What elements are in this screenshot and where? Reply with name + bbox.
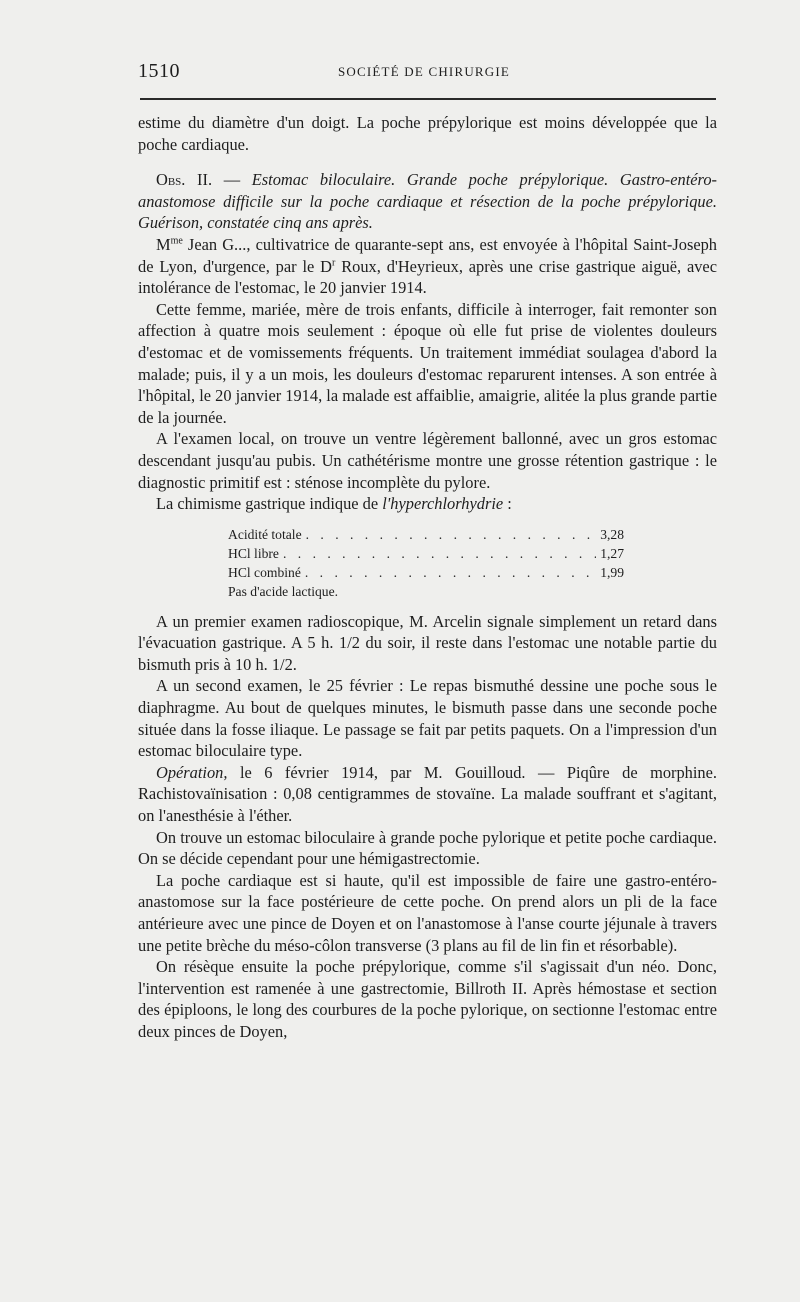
table-row	[228, 544, 624, 563]
row-value: 3,28	[600, 526, 624, 542]
running-head: SOCIÉTÉ DE CHIRURGIE	[338, 64, 511, 79]
paragraph-4: A l'examen local, on trouve un ventre légèrement ballonné, avec un gros estomac descendant jusqu'au pubis. Un cathétérisme montre une grosse rétention gastrique : le diagnostic primitif est : sténose incomplète du pylore.	[138, 429, 717, 492]
row-label: HCl libre	[228, 545, 279, 561]
row-value: 1,99	[600, 564, 624, 580]
page-number: 1510	[138, 60, 180, 82]
paragraph-1: estime du diamètre d'un doigt. La poche prépylorique est moins développée que la poche cardiaque.	[138, 113, 717, 154]
observation-label: Obs. II.	[156, 170, 213, 190]
observation-title: Estomac biloculaire. Grande poche prépylorique. Gastro-entéro-anastomose difficile sur la poche cardiaque et résection de la poche prépylorique. Guérison, constatée cinq ans après.	[138, 170, 717, 233]
row-value: 1,27	[600, 545, 624, 561]
observation-dash: —	[212, 170, 252, 190]
leader-dots	[305, 563, 596, 582]
paragraph-11: On résèque ensuite la poche prépylorique, comme s'il s'agissait d'un néo. Donc, l'intervention est ramenée à une gastrectomie, Billroth II. Après hémostase et section des épiploons, le long des courbures de la poche pylorique, on sectionne l'estomac entre deux pinces de Doyen,	[138, 957, 717, 1041]
p2-text-a: Jean G..., cultivatrice de quarante-sept ans, est envoyée à l'hôpital Saint-Joseph de Lyon, d'urgence, par le D	[138, 234, 717, 276]
paragraph-10: La poche cardiaque est si haute, qu'il est impossible de faire une gastro-entéro-anastomose sur la face postérieure de cette poche. On prend alors un pli de la face antérieure avec une pince de Doyen et on l'anastomose à l'anse courte jéjunale à travers une petite brèche du méso-côlon transverse (3 plans au fil de lin fin et résorbable).	[138, 870, 717, 955]
leader-dots	[306, 525, 597, 544]
header-rule	[140, 98, 716, 100]
paragraph-9: On trouve un estomac biloculaire à grande poche pylorique et petite poche cardiaque. On se décide cependant pour une hémigastrectomie.	[138, 827, 717, 869]
paragraph-6: A un premier examen radioscopique, M. Arcelin signale simplement un retard dans l'évacuation gastrique. A 5 h. 1/2 du soir, il reste dans l'estomac une notable partie du bismuth pris à 10 h. 1/2.	[138, 611, 717, 674]
row-label: Acidité totale	[228, 526, 302, 542]
paragraph-3: Cette femme, mariée, mère de trois enfants, difficile à interroger, fait remonter son affection à quatre mois seulement : époque où elle fut prise de violentes douleurs d'estomac et de vomissements fréquents. Un traitement immédiat soulagea d'abord la malade; puis, il y a un mois, les douleurs d'estomac reparurent intenses. A son entrée à l'hôpital, le 20 janvier 1914, la malade est affaiblie, amaigrie, alitée la plus grande partie de la journée.	[138, 299, 717, 427]
p2-sup2: r	[332, 257, 336, 269]
p2-prefix: M	[156, 234, 171, 254]
p8-italic: Opération,	[156, 762, 228, 782]
p2-sup: me	[170, 235, 183, 247]
p2-text-b: Roux, d'Heyrieux, après une crise gastrique aiguë, avec intolérance de l'estomac, le 20 janvier 1914.	[138, 256, 717, 298]
row-label: HCl combiné	[228, 564, 301, 580]
body-text	[138, 112, 717, 1043]
paragraph-5	[138, 493, 717, 515]
chemistry-table	[228, 525, 624, 601]
paragraph-7: A un second examen, le 25 février : Le repas bismuthé dessine une poche sous le diaphragme. Au bout de quelques minutes, le bismuth passe dans une seconde poche située dans la fosse iliaque. Le passage se fait par petits paquets. On a l'impression d'un estomac biloculaire type.	[138, 676, 717, 761]
chemistry-note: Pas d'acide lactique.	[228, 583, 339, 599]
paragraph-2	[138, 234, 717, 299]
table-row	[228, 563, 624, 582]
leader-dots	[283, 544, 596, 563]
page-header	[138, 58, 716, 88]
p8-text: le 6 février 1914, par M. Gouilloud. — Piqûre de morphine. Rachistovaïnisation : 0,08 centigrammes de stovaïne. La malade souffrant et s'agitant, on l'anesthésie à l'éther.	[138, 762, 717, 826]
p5-end: :	[503, 494, 512, 514]
table-row	[228, 525, 624, 544]
p5-italic: l'hyperchlorhydrie	[382, 494, 504, 514]
p5-text: La chimisme gastrique indique de	[156, 494, 383, 514]
paragraph-8	[138, 762, 717, 827]
observation-heading	[138, 169, 717, 234]
